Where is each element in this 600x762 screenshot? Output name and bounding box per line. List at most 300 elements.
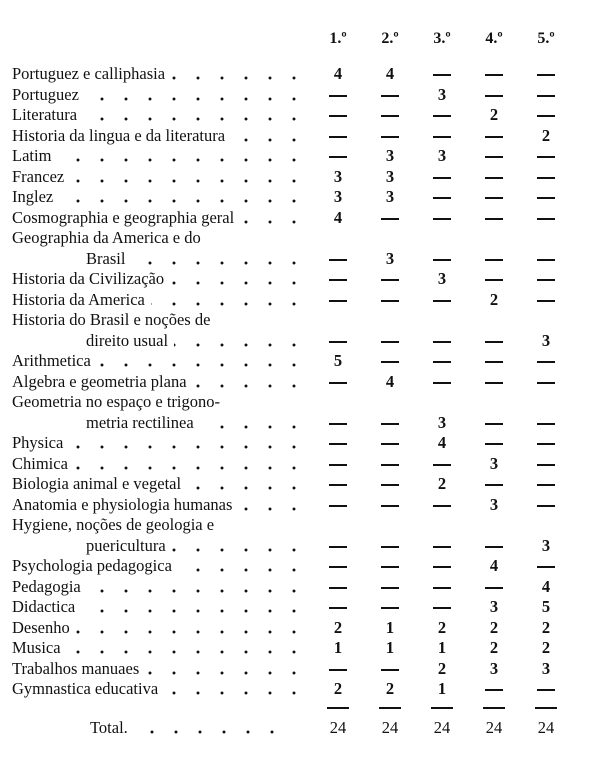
- dash-mark: [433, 607, 451, 609]
- table-cell: [318, 146, 358, 167]
- table-cell: 4: [489, 556, 499, 575]
- dash-mark: [381, 115, 399, 117]
- dot-leader: [170, 269, 306, 289]
- dash-mark: [381, 95, 399, 97]
- table-cell: 2: [541, 617, 551, 637]
- table-cell: 4: [437, 433, 447, 452]
- dash-mark: [329, 259, 347, 261]
- table-cell: [474, 269, 514, 290]
- row-label: [12, 556, 306, 577]
- table-cell: [422, 536, 462, 557]
- table-cell: [370, 351, 410, 372]
- row-label-text: Historia da America: [12, 289, 145, 309]
- table-cell: [318, 659, 358, 680]
- dash-mark: [485, 382, 503, 384]
- table-cell: 1: [385, 638, 395, 657]
- table-cell: [526, 85, 566, 106]
- table-cell: [526, 556, 566, 577]
- table-cell: 3: [385, 146, 395, 165]
- table-cell: 4: [385, 371, 395, 391]
- table-cell: 3: [437, 412, 447, 432]
- table-cell: [526, 105, 566, 126]
- dash-mark: [329, 156, 347, 158]
- table-row: [12, 64, 592, 85]
- dash-mark: [537, 382, 555, 384]
- dash-mark: [381, 136, 399, 138]
- dash-mark: [329, 546, 347, 548]
- table-cell: [318, 249, 358, 270]
- dash-mark: [329, 587, 347, 589]
- table-cell: [370, 126, 410, 147]
- dash-mark: [485, 484, 503, 486]
- table-cell: [474, 351, 514, 372]
- table-cell: [370, 290, 410, 311]
- table-cell: 2: [333, 679, 343, 698]
- table-cell: [318, 577, 358, 598]
- table-cell: [526, 146, 566, 167]
- row-label-text: Portuguez e calliphasia: [12, 64, 166, 83]
- table-row: [12, 659, 592, 680]
- table-cell: [526, 351, 566, 372]
- dot-leader: [74, 454, 306, 474]
- dash-mark: [381, 341, 399, 343]
- dot-leader: [67, 638, 306, 658]
- table-cell: [318, 413, 358, 434]
- dash-mark: [381, 218, 399, 220]
- dash-mark: [381, 423, 399, 425]
- dash-mark: [485, 259, 503, 261]
- row-label-text: Historia da lingua e da literatura: [12, 125, 226, 145]
- row-label: [86, 536, 306, 557]
- table-cell: [370, 85, 410, 106]
- dash-mark: [381, 546, 399, 548]
- table-row: [12, 105, 592, 126]
- table-cell: [526, 208, 566, 229]
- table-cell: 5: [541, 597, 551, 616]
- dash-mark: [433, 136, 451, 138]
- table-row: [12, 392, 592, 413]
- dash-mark: [329, 484, 347, 486]
- dash-mark: [329, 443, 347, 445]
- dot-leader: [69, 433, 306, 453]
- table-cell: 1: [437, 638, 447, 657]
- dash-mark: [537, 115, 555, 117]
- table-cell: 3: [385, 187, 395, 206]
- dash-mark: [485, 95, 503, 97]
- row-label-text: Historia da Civilização: [12, 269, 165, 288]
- sum-rule: [379, 707, 401, 709]
- table-cell: 2: [489, 638, 499, 657]
- table-row: [12, 146, 592, 167]
- row-label: [12, 638, 306, 659]
- table-cell: [526, 454, 566, 475]
- table-row: [12, 597, 592, 618]
- row-label: [12, 392, 220, 413]
- table-cell: [422, 556, 462, 577]
- table-cell: [474, 249, 514, 270]
- table-row: [12, 618, 592, 639]
- dot-leader: [83, 105, 306, 125]
- table-cell: [526, 474, 566, 495]
- row-label: [12, 474, 306, 495]
- dot-leader: [200, 413, 306, 433]
- table-cell: [526, 187, 566, 208]
- row-label: [12, 290, 306, 311]
- table-row: [12, 187, 592, 208]
- table-cell: 3: [489, 597, 499, 616]
- dot-leader: [172, 536, 306, 556]
- dash-mark: [329, 505, 347, 507]
- dot-leader: [87, 577, 306, 597]
- row-label: [12, 679, 306, 700]
- table-cell: [422, 597, 462, 618]
- dash-mark: [537, 443, 555, 445]
- row-label-text: Arithmetica: [12, 351, 91, 370]
- dash-mark: [329, 669, 347, 671]
- dash-mark: [485, 197, 503, 199]
- dash-mark: [537, 464, 555, 466]
- dash-mark: [485, 177, 503, 179]
- total-value: 24: [537, 718, 555, 737]
- table-row: [12, 290, 592, 311]
- table-cell: [474, 64, 514, 85]
- dash-mark: [485, 546, 503, 548]
- table-cell: [370, 659, 410, 680]
- dash-mark: [433, 464, 451, 466]
- dash-mark: [433, 259, 451, 261]
- dash-mark: [485, 156, 503, 158]
- row-label-text: Chimica: [12, 453, 68, 473]
- dash-mark: [381, 505, 399, 507]
- dot-leader: [134, 718, 284, 738]
- dot-leader: [76, 618, 306, 638]
- table-row: [12, 454, 592, 475]
- row-label: [86, 331, 306, 352]
- dash-mark: [485, 443, 503, 445]
- table-cell: [474, 126, 514, 147]
- table-cell: [370, 474, 410, 495]
- table-cell: [318, 597, 358, 618]
- row-label-text: Inglez: [12, 187, 54, 206]
- dash-mark: [433, 74, 451, 76]
- table-cell: [318, 536, 358, 557]
- table-cell: [474, 679, 514, 700]
- table-cell: [474, 372, 514, 393]
- dot-leader: [59, 187, 306, 207]
- row-label-text: metria rectilinea: [86, 412, 194, 432]
- dash-mark: [329, 136, 347, 138]
- dot-leader: [231, 126, 306, 146]
- column-header: 1.º: [329, 30, 347, 47]
- table-row: [12, 495, 592, 516]
- row-label: [12, 85, 306, 106]
- table-body: [12, 64, 592, 700]
- table-cell: [422, 64, 462, 85]
- dash-mark: [329, 382, 347, 384]
- dash-mark: [329, 464, 347, 466]
- row-label-text: Latim: [12, 146, 52, 165]
- row-label: [12, 269, 306, 290]
- table-cell: [422, 331, 462, 352]
- dot-leader: [193, 372, 306, 392]
- table-row: [12, 269, 592, 290]
- table-cell: 3: [489, 658, 499, 678]
- table-cell: [474, 85, 514, 106]
- table-cell: [422, 105, 462, 126]
- row-label-text: Pedagogia: [12, 576, 81, 596]
- dash-mark: [485, 279, 503, 281]
- row-label: [12, 146, 306, 167]
- table-cell: [318, 85, 358, 106]
- dot-leader: [151, 290, 306, 310]
- dash-mark: [485, 74, 503, 76]
- dot-leader: [240, 208, 306, 228]
- table-cell: [318, 126, 358, 147]
- total-value: 24: [381, 718, 399, 737]
- row-label-text: Trabalhos manuaes: [12, 658, 140, 678]
- table-cell: [318, 474, 358, 495]
- dash-mark: [381, 566, 399, 568]
- table-cell: [474, 413, 514, 434]
- table-cell: 2: [489, 289, 499, 309]
- row-label-text: Musica: [12, 638, 61, 657]
- row-label: [12, 105, 306, 126]
- column-header: 4.º: [485, 30, 503, 47]
- dash-mark: [433, 587, 451, 589]
- table-row: [12, 536, 592, 557]
- row-label-text: Literatura: [12, 105, 78, 124]
- table-row: [12, 249, 592, 270]
- table-cell: 2: [437, 617, 447, 637]
- table-row: [12, 372, 592, 393]
- table-cell: [318, 290, 358, 311]
- dot-leader: [238, 495, 306, 515]
- row-label-text: Biologia animal e vegetal: [12, 474, 182, 493]
- dash-mark: [537, 95, 555, 97]
- table-cell: 1: [333, 638, 343, 657]
- dash-mark: [537, 689, 555, 691]
- dash-mark: [537, 279, 555, 281]
- row-label-text: Anatomia e physiologia humanas: [12, 494, 233, 514]
- dash-mark: [485, 361, 503, 363]
- table-cell: [474, 146, 514, 167]
- dash-mark: [329, 423, 347, 425]
- dash-mark: [433, 361, 451, 363]
- table-cell: [370, 495, 410, 516]
- dash-mark: [433, 382, 451, 384]
- table-cell: [422, 249, 462, 270]
- table-cell: [370, 413, 410, 434]
- dash-mark: [381, 443, 399, 445]
- dash-mark: [537, 177, 555, 179]
- table-cell: 4: [333, 64, 343, 83]
- dot-leader: [85, 85, 306, 105]
- dash-mark: [433, 197, 451, 199]
- dot-leader: [81, 597, 306, 617]
- column-header: 5.º: [537, 30, 555, 47]
- table-cell: [318, 105, 358, 126]
- dot-leader: [187, 474, 306, 494]
- table-cell: [422, 167, 462, 188]
- table-row: [12, 351, 592, 372]
- table-cell: [526, 433, 566, 454]
- dash-mark: [329, 115, 347, 117]
- row-label-text: puericultura: [86, 535, 166, 555]
- table-row: [12, 331, 592, 352]
- dot-leader: [171, 64, 306, 84]
- table-cell: [370, 454, 410, 475]
- dash-mark: [485, 689, 503, 691]
- dash-mark: [537, 259, 555, 261]
- row-label-text: Portuguez: [12, 84, 79, 104]
- row-label-text: Algebra e geometria plana: [12, 371, 187, 391]
- table-cell: [422, 290, 462, 311]
- dash-mark: [433, 300, 451, 302]
- dash-mark: [433, 341, 451, 343]
- dash-mark: [433, 566, 451, 568]
- table-cell: 4: [541, 576, 551, 596]
- dash-mark: [381, 279, 399, 281]
- table-cell: [526, 167, 566, 188]
- row-label-text: Geometria no espaço e trigono-: [12, 392, 221, 411]
- total-value: 24: [329, 718, 347, 737]
- dash-mark: [485, 218, 503, 220]
- table-cell: 3: [333, 166, 343, 186]
- table-cell: [526, 269, 566, 290]
- dash-mark: [485, 423, 503, 425]
- column-header: 3.º: [433, 30, 451, 47]
- table-cell: 5: [333, 351, 343, 370]
- dash-mark: [381, 484, 399, 486]
- row-label: [12, 577, 306, 598]
- sum-rule: [535, 707, 557, 709]
- table-cell: [526, 679, 566, 700]
- table-row: [12, 433, 592, 454]
- dash-mark: [485, 341, 503, 343]
- table-row: [12, 556, 592, 577]
- row-label: [12, 433, 306, 454]
- row-label-text: Geographia da America e do: [12, 228, 201, 247]
- table-row: [12, 577, 592, 598]
- table-cell: [318, 269, 358, 290]
- table-cell: [474, 187, 514, 208]
- row-label: [86, 413, 306, 434]
- table-row: [12, 310, 592, 331]
- dash-mark: [433, 115, 451, 117]
- table-row: [12, 126, 592, 147]
- table-cell: 1: [437, 679, 447, 698]
- table-cell: 2: [489, 105, 499, 124]
- table-cell: [474, 536, 514, 557]
- table-row: [12, 515, 592, 536]
- dash-mark: [381, 464, 399, 466]
- row-label: [12, 64, 306, 85]
- table-cell: 3: [541, 658, 551, 678]
- row-label: [12, 659, 306, 680]
- row-label: [12, 187, 306, 208]
- row-label-text: Desenho: [12, 617, 70, 637]
- table-cell: [370, 536, 410, 557]
- dash-mark: [485, 587, 503, 589]
- table-cell: 3: [385, 166, 395, 186]
- dash-mark: [485, 136, 503, 138]
- dash-mark: [537, 197, 555, 199]
- table-cell: [318, 372, 358, 393]
- table-cell: [370, 433, 410, 454]
- table-cell: [370, 269, 410, 290]
- table-cell: [526, 413, 566, 434]
- table-cell: [526, 64, 566, 85]
- table-cell: 3: [437, 269, 447, 288]
- row-label-text: Didactica: [12, 597, 76, 616]
- row-label: [12, 372, 306, 393]
- dash-mark: [381, 300, 399, 302]
- dash-mark: [381, 607, 399, 609]
- row-label: [12, 167, 306, 188]
- dash-mark: [433, 177, 451, 179]
- dot-leader: [174, 331, 306, 351]
- dash-mark: [381, 587, 399, 589]
- row-label-text: Francez: [12, 166, 65, 186]
- dash-mark: [537, 156, 555, 158]
- table-cell: [422, 372, 462, 393]
- row-label: [12, 208, 306, 229]
- table-cell: [474, 577, 514, 598]
- table-cell: [422, 187, 462, 208]
- table-cell: 2: [385, 679, 395, 698]
- table-cell: [370, 556, 410, 577]
- table-cell: [318, 331, 358, 352]
- dash-mark: [381, 669, 399, 671]
- row-label-text: Historia do Brasil e noções de: [12, 310, 211, 329]
- table-cell: 4: [385, 64, 395, 83]
- row-label: [12, 495, 306, 516]
- table-cell: 4: [333, 207, 343, 227]
- table-cell: [526, 290, 566, 311]
- table-cell: [526, 249, 566, 270]
- table-cell: 2: [541, 638, 551, 657]
- row-label-text: Hygiene, noções de geologia e: [12, 515, 215, 534]
- table-cell: 2: [489, 617, 499, 637]
- table-cell: [422, 495, 462, 516]
- table-cell: [318, 433, 358, 454]
- row-label: [12, 351, 306, 372]
- dash-mark: [433, 546, 451, 548]
- dash-mark: [329, 300, 347, 302]
- dot-leader: [164, 679, 306, 699]
- table-row: [12, 167, 592, 188]
- row-label: [12, 228, 201, 249]
- dash-mark: [329, 279, 347, 281]
- table-cell: [422, 577, 462, 598]
- dot-leader: [145, 659, 306, 679]
- table-cell: 3: [489, 494, 499, 514]
- total-value: 24: [433, 718, 451, 737]
- row-label: [86, 249, 306, 270]
- row-label: [12, 310, 210, 331]
- table-cell: 3: [437, 84, 447, 104]
- total-value: 24: [485, 718, 503, 737]
- table-cell: [526, 372, 566, 393]
- table-cell: 3: [489, 453, 499, 473]
- dot-leader: [70, 167, 306, 187]
- table-row: [12, 474, 592, 495]
- table-cell: 3: [541, 330, 551, 350]
- row-label-text: Brasil: [86, 248, 126, 268]
- table-cell: [422, 126, 462, 147]
- row-label-text: direito usual: [86, 330, 169, 350]
- dash-mark: [537, 566, 555, 568]
